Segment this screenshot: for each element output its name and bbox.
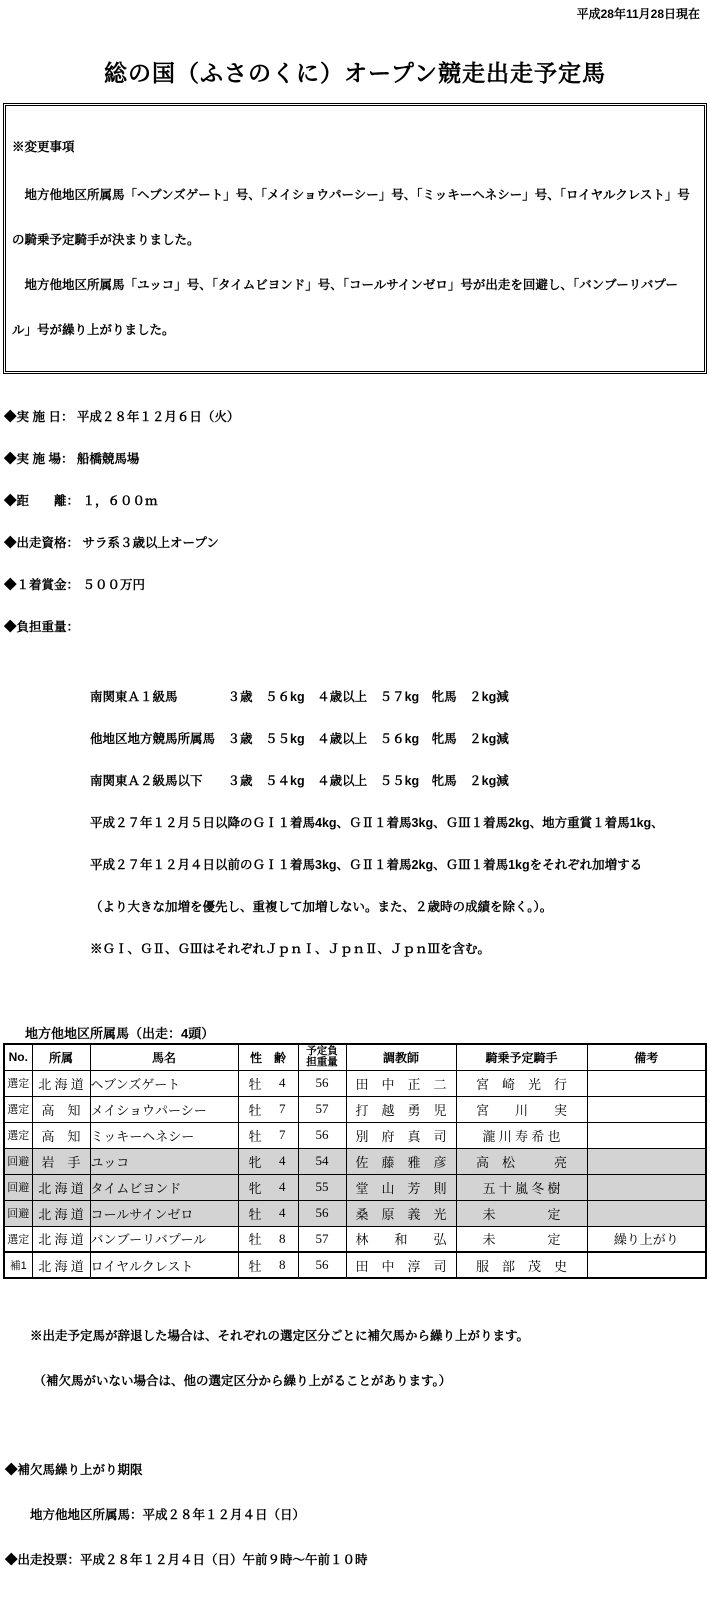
sex-value: 牡 [248, 1258, 262, 1274]
cell-note [587, 1252, 706, 1278]
age-value: 4 [279, 1153, 286, 1168]
cell-affiliation: 北 海 道 [32, 1174, 90, 1200]
cell-jockey: 瀧 川 寿 希 也 [456, 1122, 587, 1148]
cell-planned-weight: 56 [298, 1122, 346, 1148]
detail-date: ◆実 施 日： 平成２８年１２月６日（火） [4, 410, 240, 424]
substitution-note [30, 1299, 710, 1419]
table-header-row [4, 1044, 706, 1070]
sex-age-wrap [239, 1175, 298, 1200]
detail-venue: ◆実 施 場： 船橋競馬場 [4, 452, 140, 466]
age-value: 4 [279, 1179, 286, 1194]
detail-eligibility: ◆出走資格： サラ系３歳以上オープン [4, 536, 219, 550]
cell-sex-age [238, 1148, 298, 1174]
table-title: 地方他地区所属馬（出走：4頭） [25, 1026, 215, 1041]
cell-sex-age [238, 1200, 298, 1226]
weight-rules [90, 662, 710, 984]
cell-trainer: 堂 山 芳 則 [346, 1174, 456, 1200]
cell-horse-name: ユッコ [90, 1148, 238, 1174]
change-notice-line: 地方他地区所属馬「ユッコ」号、「タイムビヨンド」号、「コールサインゼロ」号が出走を回避し、「バンブーリバプー [12, 278, 679, 292]
weight-rule-line: 南関東Ａ２級馬以下 ３歳 ５４kg ４歳以上 ５５kg 牝馬 ２kg減 [90, 774, 509, 788]
cell-note [587, 1174, 706, 1200]
cell-planned-weight: 54 [298, 1148, 346, 1174]
horse-row [4, 1252, 706, 1278]
age-value: 8 [279, 1257, 286, 1272]
col-header-no: No. [4, 1044, 32, 1070]
cell-note [587, 1122, 706, 1148]
sex-value: 牝 [248, 1180, 262, 1196]
cell-sex-age [238, 1226, 298, 1252]
detail-weight-label: ◆負担重量： [4, 620, 80, 634]
cell-trainer: 別 府 真 司 [346, 1122, 456, 1148]
cell-horse-name: ヘブンズゲート [90, 1070, 238, 1096]
change-notice-heading: ※変更事項 [12, 140, 75, 154]
age-value: 7 [279, 1127, 286, 1142]
cell-sex-age [238, 1174, 298, 1200]
cell-affiliation: 北 海 道 [32, 1226, 90, 1252]
cell-selection-status: 回避 [4, 1200, 32, 1226]
sex-value: 牡 [248, 1128, 262, 1144]
weight-rule-line: （より大きな加増を優先し、重複して加増しない。また、２歳時の成績を除く。）。 [90, 900, 553, 914]
race-details [4, 382, 710, 1012]
sex-value: 牝 [248, 1154, 262, 1170]
cell-jockey: 高 松 亮 [456, 1148, 587, 1174]
cell-selection-status: 回避 [4, 1148, 32, 1174]
substitution-note-line: ※出走予定馬が辞退した場合は、それぞれの選定区分ごとに補欠馬から繰り上がります。 [30, 1329, 530, 1343]
cell-jockey: 未 定 [456, 1200, 587, 1226]
weight-rule-line: 平成２７年１２月４日以前のＧＩ１着馬3kg、ＧⅡ１着馬2kg、ＧⅢ１着馬1kgをそれぞれ加増する [90, 858, 643, 872]
horses-table [3, 1043, 707, 1279]
horse-row [4, 1226, 706, 1252]
sex-value: 牡 [248, 1232, 262, 1248]
cell-note [587, 1096, 706, 1122]
cell-note: 繰り上がり [587, 1226, 706, 1252]
cell-horse-name: バンブーリバプール [90, 1226, 238, 1252]
cell-jockey: 未 定 [456, 1226, 587, 1252]
cell-sex-age [238, 1070, 298, 1096]
cell-affiliation: 北 海 道 [32, 1070, 90, 1096]
cell-horse-name: タイムビヨンド [90, 1174, 238, 1200]
sex-age-wrap [239, 1123, 298, 1148]
col-header-jockey: 騎乗予定騎手 [456, 1044, 587, 1070]
cell-trainer: 林 和 弘 [346, 1226, 456, 1252]
cell-selection-status: 選定 [4, 1096, 32, 1122]
col-header-weight [298, 1044, 346, 1070]
col-header-affiliation: 所属 [32, 1044, 90, 1070]
cell-selection-status: 回避 [4, 1174, 32, 1200]
cell-affiliation: 北 海 道 [32, 1200, 90, 1226]
deadline-heading: ◆補欠馬繰り上がり期限 [5, 1463, 143, 1477]
cell-planned-weight: 56 [298, 1070, 346, 1096]
deadline-date: 地方他地区所属馬：平成２８年１２月４日（日） [5, 1508, 306, 1522]
sex-age-wrap [239, 1201, 298, 1226]
cell-affiliation: 高 知 [32, 1122, 90, 1148]
cell-selection-status: 補1 [4, 1252, 32, 1278]
sex-value: 牡 [248, 1076, 262, 1092]
sex-age-wrap [239, 1227, 298, 1252]
cell-sex-age [238, 1252, 298, 1278]
sex-age-wrap [239, 1071, 298, 1096]
cell-trainer: 打 越 勇 児 [346, 1096, 456, 1122]
current-date-note: 平成28年11月28日現在 [576, 7, 700, 21]
change-notice-box [3, 103, 707, 374]
horse-row [4, 1070, 706, 1096]
cell-trainer: 桑 原 義 光 [346, 1200, 456, 1226]
weight-rule-line: 南関東Ａ１級馬 ３歳 ５６kg ４歳以上 ５７kg 牝馬 ２kg減 [90, 690, 509, 704]
cell-planned-weight: 57 [298, 1096, 346, 1122]
cell-trainer: 佐 藤 雅 彦 [346, 1148, 456, 1174]
cell-affiliation: 岩 手 [32, 1148, 90, 1174]
col-header-sex-age: 性 齢 [238, 1044, 298, 1070]
cell-jockey: 宮 崎 光 行 [456, 1070, 587, 1096]
horse-row [4, 1174, 706, 1200]
cell-horse-name: コールサインゼロ [90, 1200, 238, 1226]
col-header-weight-line1: 予定負 [306, 1045, 338, 1058]
cell-selection-status: 選定 [4, 1070, 32, 1096]
cell-planned-weight: 55 [298, 1174, 346, 1200]
cell-planned-weight: 57 [298, 1226, 346, 1252]
change-notice-line: ル」号が繰り上がりました。 [12, 323, 175, 337]
sex-age-wrap [239, 1253, 298, 1277]
cell-affiliation: 北 海 道 [32, 1252, 90, 1278]
cell-sex-age [238, 1122, 298, 1148]
sex-value: 牡 [248, 1102, 262, 1118]
col-header-weight-line2: 担重量 [306, 1056, 338, 1069]
col-header-trainer: 調教師 [346, 1044, 456, 1070]
cell-planned-weight: 56 [298, 1200, 346, 1226]
cell-horse-name: ロイヤルクレスト [90, 1252, 238, 1278]
cell-selection-status: 選定 [4, 1122, 32, 1148]
page-title: 総の国（ふさのくに）オープン競走出走予定馬 [104, 60, 606, 86]
cell-note [587, 1200, 706, 1226]
cell-jockey: 五 十 嵐 冬 樹 [456, 1174, 587, 1200]
cell-note [587, 1148, 706, 1174]
voting-time: ◆出走投票：平成２８年１２月４日（日）午前９時～午前１０時 [5, 1553, 368, 1567]
detail-prize: ◆１着賞金： ５００万円 [4, 578, 145, 592]
sex-value: 牡 [248, 1206, 262, 1222]
cell-jockey: 服 部 茂 史 [456, 1252, 587, 1278]
cell-planned-weight: 56 [298, 1252, 346, 1278]
change-notice-line: の騎乗予定騎手が決まりました。 [12, 233, 200, 247]
cell-horse-name: メイショウパーシー [90, 1096, 238, 1122]
substitution-note-line: （補欠馬がいない場合は、他の選定区分から繰り上がることがあります。） [30, 1374, 452, 1388]
col-header-note: 備考 [587, 1044, 706, 1070]
horse-row [4, 1148, 706, 1174]
age-value: 7 [279, 1101, 286, 1116]
horse-row [4, 1096, 706, 1122]
cell-trainer: 田 中 正 二 [346, 1070, 456, 1096]
horse-row [4, 1122, 706, 1148]
age-value: 4 [279, 1205, 286, 1220]
cell-selection-status: 選定 [4, 1226, 32, 1252]
weight-rule-line: 他地区地方競馬所属馬 ３歳 ５５kg ４歳以上 ５６kg 牝馬 ２kg減 [90, 732, 509, 746]
detail-distance: ◆距 離： １，６００ｍ [4, 494, 158, 508]
weight-rule-line: 平成２７年１２月５日以降のＧＩ１着馬4kg、ＧⅡ１着馬3kg、ＧⅢ１着馬2kg、地方重賞１着馬1kg、 [90, 816, 664, 830]
deadline-section [5, 1433, 710, 1598]
col-header-horse-name: 馬名 [90, 1044, 238, 1070]
cell-horse-name: ミッキーヘネシー [90, 1122, 238, 1148]
weight-rule-line: ※ＧＩ、ＧⅡ、ＧⅢはそれぞれＪｐｎＩ、ＪｐｎⅡ、ＪｐｎⅢを含む。 [90, 942, 491, 956]
sex-age-wrap [239, 1097, 298, 1122]
age-value: 4 [279, 1075, 286, 1090]
cell-jockey: 宮 川 実 [456, 1096, 587, 1122]
change-notice-line: 地方他地区所属馬「ヘブンズゲート」号、「メイショウパーシー」号、「ミッキーヘネシー」号、「ロイヤルクレスト」号 [12, 188, 690, 202]
sex-age-wrap [239, 1149, 298, 1174]
cell-affiliation: 高 知 [32, 1096, 90, 1122]
cell-note [587, 1070, 706, 1096]
horse-row [4, 1200, 706, 1226]
age-value: 8 [279, 1230, 286, 1246]
cell-sex-age [238, 1096, 298, 1122]
cell-trainer: 田 中 淳 司 [346, 1252, 456, 1278]
